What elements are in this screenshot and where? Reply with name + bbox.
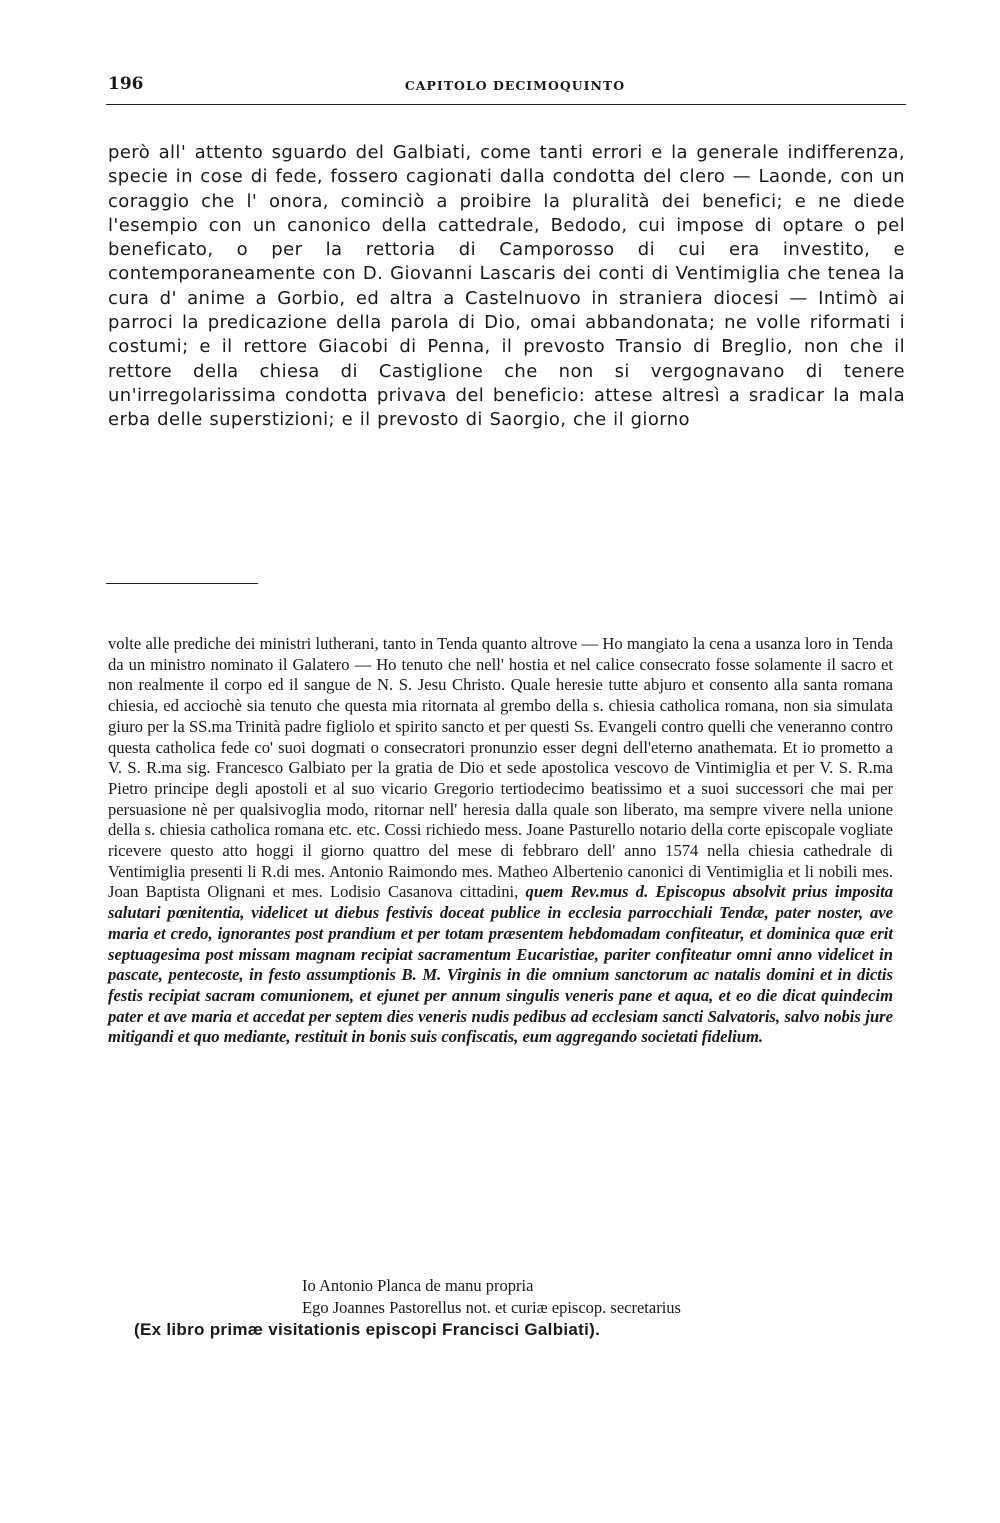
signature-planca: Io Antonio Planca de manu propria (302, 1276, 534, 1295)
source-citation: (Ex libro primæ visitationis episcopi Francisci Galbiati). (134, 1320, 601, 1339)
footnote-latin-text: quem Rev.mus d. Episcopus absolvit prius imposita salutari pœnitentia, videlicet ut diebus festivis doceat publice in ecclesia parrocchiali Tendæ, pater noster, ave maria et credo, ignorantes post prandium et per totam præsentem hebdomadam confiteatur, et dominica quæ erit septuagesima post missam magnam recipiat sacramentum Eucaristiae, pariter confiteatur omni anno videlicet in pascate, pentecoste, in festo assumptionis B. M. Virginis in die omnium sanctorum ac natalis domini et in dictis festis recipiat sacram comunionem, et ejunet per annum singulis veneris pane et aqua, et eo die dicat quindecim pater et ave maria et accedat per septem dies veneris nudis pedibus ad ecclesiam sancti Salvatoris, salvo nobis jure mitigandi et quo mediante, restituit in bonis suis confiscatis, eum aggregando societati fidelium. (108, 882, 893, 1047)
page-number: 196 (108, 74, 144, 94)
footnote (108, 634, 893, 1048)
footnote-rule (106, 583, 258, 584)
footnote-italian-text: volte alle prediche dei ministri lutherani, tanto in Tenda quanto altrove — Ho mangiato la cena a usanza loro in Tenda da un ministro nominato il Galatero — Ho tenuto che nell' hostia et nel calice consecrato fosse solamente il sacro et non realmente il corpo ed il sangue de N. S. Jesu Christo. Quale heresie tutte abjuro et consento alla santa romana chiesia, ed acciochè sia tenuto che questa mia ritornata al grembo della s. chiesia catholica romana, non sia simulata giuro per la SS.ma Trinità padre figliolo et spirito sancto et per questi Ss. Evangeli contro quelli che veneranno contro questa catholica fede co' suoi dogmati o consecratori pronunzio esser degni dell'eterno anathemata. Et io prometto a V. S. R.ma sig. Francesco Galbiato per la gratia de Dio et sede apostolica vescovo de Vintimiglia et per V. S. R.ma Pietro principe degli apostoli et al suo vicario Gregorio tertiodecimo beatissimo et a suoi successori che mai per persuasione nè per qualsivoglia modo, ritornar nell' heresia dalla quale son liberato, ma sempre vivere nella unione della s. chiesia catholica romana etc. etc. Cossi richiedo mess. Joane Pasturello notario della corte episcopale vogliate ricevere questo atto hoggi il giorno quattro del mese di febbraro dell' anno 1574 nella chiesia cathedrale di Ventimiglia presenti li R.di mes. Antonio Raimondo mes. Matheo Albertenio canonici di Ventimiglia et li nobili mes. Joan Baptista Olignani et mes. Lodisio Casanova cittadini, (108, 634, 893, 902)
signature-pastorellus: Ego Joannes Pastorellus not. et curiæ episcop. secretarius (302, 1298, 681, 1317)
main-text: però all' attento sguardo del Galbiati, come tanti errori e la generale indifferenza, specie in cose di fede, fossero cagionati dalla condotta del clero — Laonde, con un coraggio che l' onora, cominciò a proibire la pluralità dei benefici; e ne diede l'esempio con un canonico della cattedrale, Bedodo, cui impose di optare o pel beneficato, o per la rettoria di Camporosso di cui era investito, e contemporaneamente con D. Giovanni Lascaris dei conti di Ventimiglia che tenea la cura d' anime a Gorbio, ed altra a Castelnuovo in straniera diocesi — Intimò ai parroci la predicazione della parola di Dio, omai abbandonata; ne volle riformati i costumi; e il rettore Giacobi di Penna, il prevosto Transio di Breglio, non che il rettore della chiesa di Castiglione che non si vergognavano di tenere un'irregolarissima condotta privava del beneficio: attese altresì a sradicar la mala erba delle superstizioni; e il prevosto di Saorgio, che il giorno (108, 142, 905, 431)
running-head: CAPITOLO DECIMOQUINTO (404, 78, 626, 93)
header-rule (106, 104, 906, 105)
